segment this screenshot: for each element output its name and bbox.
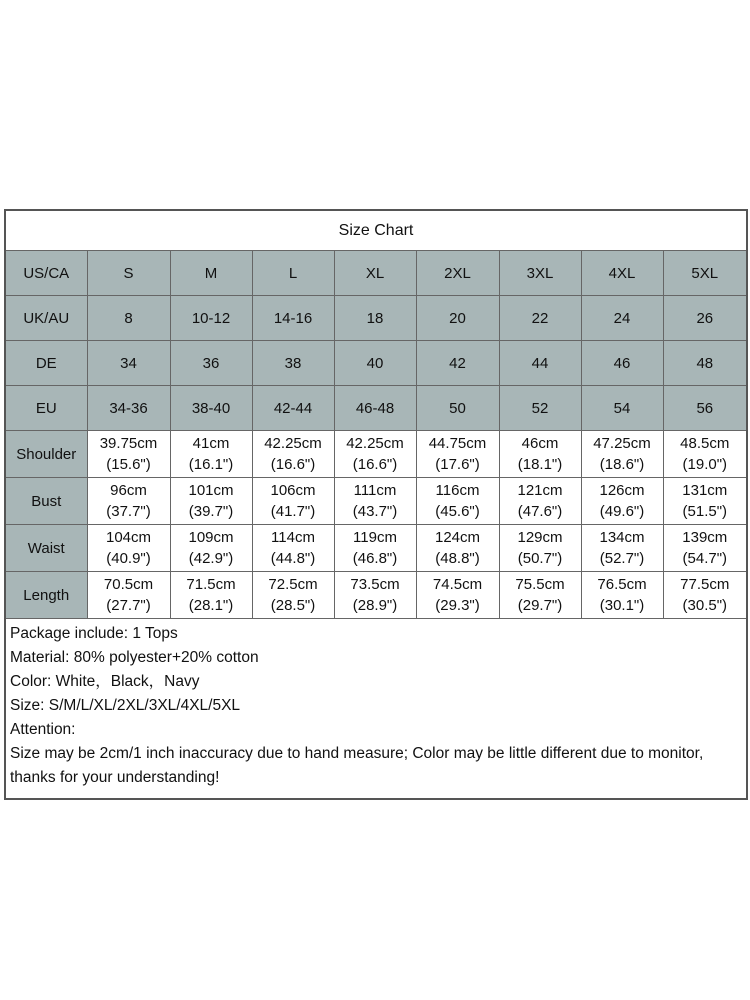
measure-cm-value: 73.5cm — [350, 576, 400, 593]
measure-cm-value: 129cm — [517, 529, 563, 546]
measure-cell — [334, 572, 416, 619]
measure-inch-value: (51.5") — [682, 503, 728, 520]
measure-cell — [252, 478, 334, 525]
measure-inch-value: (18.6") — [599, 456, 645, 473]
measure-cm-value: 116cm — [435, 482, 480, 499]
measure-cell — [170, 431, 252, 478]
measure-cm-value: 41cm — [192, 435, 230, 452]
measure-inch-value: (47.6") — [517, 503, 563, 520]
measure-cell — [170, 478, 252, 525]
attention-heading: Attention: — [10, 721, 76, 738]
chart-title: Size Chart — [5, 210, 747, 251]
size-cell: 52 — [499, 386, 581, 431]
measure-cell — [499, 431, 581, 478]
measure-inch-value: (29.3") — [435, 597, 480, 614]
measure-cell — [87, 572, 170, 619]
size-system-label: EU — [5, 386, 87, 431]
measure-inch-value: (49.6") — [599, 503, 645, 520]
measure-cm-value: 70.5cm — [103, 576, 154, 593]
measure-inch-value: (48.8") — [435, 550, 480, 567]
measure-cm-value: 131cm — [682, 482, 728, 499]
measure-cm-value: 119cm — [353, 529, 397, 546]
measure-cm-value: 42.25cm — [264, 435, 322, 452]
size-cell: 42 — [416, 341, 499, 386]
size-row-de — [5, 341, 747, 386]
measure-cell — [416, 478, 499, 525]
measure-cm-value: 111cm — [353, 482, 397, 499]
size-list-text: Size: S/M/L/XL/2XL/3XL/4XL/5XL — [10, 697, 241, 714]
product-notes — [5, 619, 747, 800]
size-cell: 10-12 — [170, 296, 252, 341]
measure-inch-value: (54.7") — [682, 550, 728, 567]
size-cell: 34 — [87, 341, 170, 386]
color-text: Color: White，Black，Navy — [10, 673, 200, 690]
size-cell: XL — [334, 251, 416, 296]
size-cell: 54 — [581, 386, 663, 431]
size-system-label: DE — [5, 341, 87, 386]
size-row-eu — [5, 386, 747, 431]
size-row-uk-au — [5, 296, 747, 341]
measure-cm-value: 74.5cm — [432, 576, 483, 593]
title-row — [5, 210, 747, 251]
measure-inch-value: (41.7") — [270, 503, 316, 520]
measure-inch-value: (39.7") — [188, 503, 234, 520]
measure-cell — [252, 572, 334, 619]
measure-label: Shoulder — [5, 431, 87, 478]
measure-label: Bust — [5, 478, 87, 525]
measure-inch-value: (16.1") — [188, 456, 234, 473]
measure-cell — [334, 525, 416, 572]
size-cell: 2XL — [416, 251, 499, 296]
measure-inch-value: (43.7") — [352, 503, 398, 520]
measure-inch-value: (44.8") — [270, 550, 316, 567]
size-cell: 5XL — [663, 251, 747, 296]
measure-cm-value: 106cm — [270, 482, 316, 499]
measure-inch-value: (16.6") — [270, 456, 316, 473]
measure-cm-value: 101cm — [188, 482, 234, 499]
measure-cell — [663, 478, 747, 525]
measure-cell — [334, 431, 416, 478]
measure-inch-value: (40.9") — [106, 550, 151, 567]
measure-cm-value: 139cm — [682, 529, 728, 546]
size-system-label: US/CA — [5, 251, 87, 296]
size-cell: L — [252, 251, 334, 296]
measure-inch-value: (50.7") — [517, 550, 563, 567]
size-cell: 8 — [87, 296, 170, 341]
size-cell: 46 — [581, 341, 663, 386]
measure-cell — [252, 431, 334, 478]
size-cell: 4XL — [581, 251, 663, 296]
measure-label: Length — [5, 572, 87, 619]
measure-inch-value: (52.7") — [599, 550, 645, 567]
measure-inch-value: (45.6") — [435, 503, 480, 520]
size-row-us-ca — [5, 251, 747, 296]
measure-cell — [581, 478, 663, 525]
measure-cm-value: 96cm — [110, 482, 147, 499]
measure-inch-value: (16.6") — [352, 456, 398, 473]
material-text: Material: 80% polyester+20% cotton — [10, 649, 259, 666]
size-chart-table — [4, 209, 748, 800]
measure-cm-value: 121cm — [517, 482, 563, 499]
measure-inch-value: (19.0") — [682, 456, 728, 473]
measure-row-length — [5, 572, 747, 619]
measure-cm-value: 126cm — [599, 482, 645, 499]
measure-cm-value: 71.5cm — [186, 576, 236, 593]
measure-cm-value: 77.5cm — [680, 576, 730, 593]
measure-cell — [581, 525, 663, 572]
measure-cell — [499, 572, 581, 619]
size-cell: 26 — [663, 296, 747, 341]
measure-inch-value: (28.5") — [270, 597, 316, 614]
measure-cm-value: 47.25cm — [593, 435, 651, 452]
size-cell: M — [170, 251, 252, 296]
measure-row-shoulder — [5, 431, 747, 478]
measure-cell — [170, 572, 252, 619]
size-cell: 34-36 — [87, 386, 170, 431]
measure-inch-value: (18.1") — [517, 456, 563, 473]
measure-inch-value: (17.6") — [435, 456, 480, 473]
measure-cell — [499, 525, 581, 572]
measure-inch-value: (30.5") — [682, 597, 728, 614]
measure-cell — [581, 572, 663, 619]
measure-cm-value: 48.5cm — [680, 435, 730, 452]
measure-cm-value: 134cm — [599, 529, 645, 546]
measure-inch-value: (46.8") — [352, 550, 398, 567]
size-cell: 24 — [581, 296, 663, 341]
size-cell: 56 — [663, 386, 747, 431]
measure-label: Waist — [5, 525, 87, 572]
measure-row-waist — [5, 525, 747, 572]
measure-cm-value: 42.25cm — [346, 435, 404, 452]
measure-inch-value: (37.7") — [106, 503, 151, 520]
measure-cell — [581, 431, 663, 478]
size-cell: 22 — [499, 296, 581, 341]
measure-cm-value: 109cm — [188, 529, 234, 546]
measure-inch-value: (29.7") — [517, 597, 563, 614]
measure-inch-value: (30.1") — [599, 597, 645, 614]
notes-row — [5, 619, 747, 800]
size-system-label: UK/AU — [5, 296, 87, 341]
measure-cell — [87, 478, 170, 525]
measure-cm-value: 124cm — [434, 529, 481, 546]
size-cell: 20 — [416, 296, 499, 341]
package-include-text: Package include: 1 Tops — [10, 625, 178, 642]
measure-cell — [663, 525, 747, 572]
size-cell: 42-44 — [252, 386, 334, 431]
size-cell: 38 — [252, 341, 334, 386]
measure-row-bust — [5, 478, 747, 525]
size-cell: 14-16 — [252, 296, 334, 341]
measure-cm-value: 46cm — [521, 435, 559, 452]
size-cell: 50 — [416, 386, 499, 431]
measure-cm-value: 114cm — [271, 529, 315, 546]
measure-cell — [663, 431, 747, 478]
measure-cm-value: 75.5cm — [515, 576, 565, 593]
measure-cell — [170, 525, 252, 572]
size-cell: 36 — [170, 341, 252, 386]
measure-inch-value: (42.9") — [188, 550, 234, 567]
measure-cell — [416, 525, 499, 572]
size-cell: 18 — [334, 296, 416, 341]
size-cell: 48 — [663, 341, 747, 386]
measure-cm-value: 76.5cm — [597, 576, 647, 593]
measure-cell — [334, 478, 416, 525]
measure-cell — [499, 478, 581, 525]
measure-cell — [87, 431, 170, 478]
measure-cell — [416, 572, 499, 619]
measure-inch-value: (28.9") — [352, 597, 398, 614]
measure-inch-value: (15.6") — [106, 456, 151, 473]
size-cell: 44 — [499, 341, 581, 386]
measure-cell — [252, 525, 334, 572]
size-cell: 46-48 — [334, 386, 416, 431]
measure-inch-value: (28.1") — [188, 597, 234, 614]
size-cell: 3XL — [499, 251, 581, 296]
size-cell: 38-40 — [170, 386, 252, 431]
measure-cell — [416, 431, 499, 478]
measure-cm-value: 104cm — [105, 529, 152, 546]
measure-cell — [87, 525, 170, 572]
measure-cm-value: 39.75cm — [99, 435, 158, 452]
size-cell: S — [87, 251, 170, 296]
measure-cm-value: 44.75cm — [428, 435, 487, 452]
measure-cm-value: 72.5cm — [268, 576, 318, 593]
size-cell: 40 — [334, 341, 416, 386]
measure-cell — [663, 572, 747, 619]
measure-inch-value: (27.7") — [106, 597, 151, 614]
attention-text: Size may be 2cm/1 inch inaccuracy due to hand measure; Color may be little different due to monitor, thanks for your understanding! — [10, 745, 704, 786]
